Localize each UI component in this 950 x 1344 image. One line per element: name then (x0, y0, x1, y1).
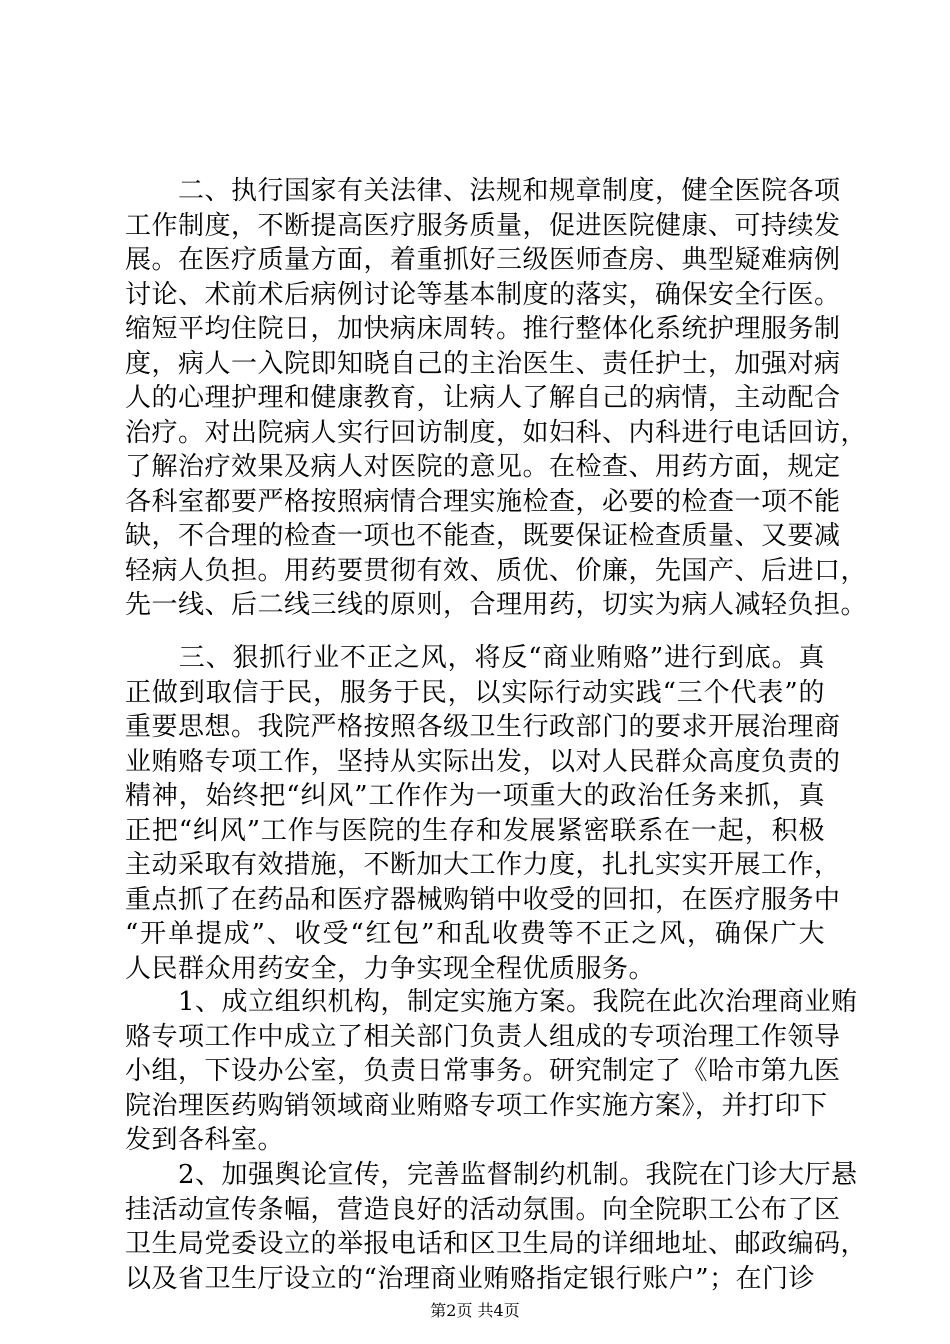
text-line: 重点抓了在药品和医疗器械购销中收受的回扣，在医疗服务中 (125, 884, 841, 915)
text-line: “开单提成”、收受“红包”和乱收费等不正之风，确保广大 (125, 919, 825, 949)
text-line: 各科室都要严格按照病情合理实施检查，必要的检查一项不能 (125, 486, 841, 517)
paragraph-item-two (125, 1158, 868, 1296)
text-line: 院治理医药购销领域商业贿赂专项工作实施方案》，并打印下 (125, 1090, 828, 1121)
text-line: 赂专项工作中成立了相关部门负责人组成的专项治理工作领导 (125, 1021, 841, 1052)
paragraph-item-one (125, 985, 858, 1158)
text-line: 挂活动宣传条幅，营造良好的活动氛围。向全院职工公布了区 (125, 1194, 841, 1225)
text-line: 重要思想。我院严格按照各级卫生行政部门的要求开展治理商 (125, 712, 841, 742)
text-line: 三、狠抓行业不正之风，将反“商业贿赂”进行到底。真 (125, 643, 825, 673)
text-line: 以及省卫生厅设立的“治理商业贿赂指定银行账户”；在门诊 (125, 1263, 816, 1294)
text-line: 工作制度，不断提高医疗服务质量，促进医院健康、可持续发 (125, 210, 841, 241)
text-line: 发到各科室。 (125, 1125, 285, 1155)
text-line: 讨论、术前术后病例讨论等基本制度的落实，确保安全行医。 (125, 279, 841, 310)
text-line: 度，病人一入院即知晓自己的主治医生、责任护士，加强对病 (125, 348, 841, 379)
page-footer: 第2页 共4页 (430, 1301, 520, 1320)
text-line: 业贿赂专项工作，坚持从实际出发，以对人民群众高度负责的 (125, 746, 841, 777)
text-line: 展。在医疗质量方面，着重抓好三级医师查房、典型疑难病例 (125, 245, 841, 275)
text-line: 小组，下设办公室，负责日常事务。研究制定了《哈市第九医 (125, 1056, 841, 1086)
text-line: 主动采取有效措施，不断加大工作力度，扎扎实实开展工作， (125, 850, 841, 880)
text-line: 轻病人负担。用药要贯彻有效、质优、价廉，先国产、后进口， (125, 555, 868, 586)
text-line: 二、执行国家有关法律、法规和规章制度，健全医院各项 (125, 176, 841, 206)
paragraph-section-three (125, 641, 841, 986)
paragraph-section-two (125, 174, 868, 623)
text-line: 了解治疗效果及病人对医院的意见。在检查、用药方面，规定 (125, 452, 841, 482)
text-line: 治疗。对出院病人实行回访制度，如妇科、内科进行电话回访， (125, 417, 868, 448)
text-line: 正把“纠风”工作与医院的生存和发展紧密联系在一起，积极 (125, 815, 825, 846)
text-line: 2、加强舆论宣传，完善监督制约机制。我院在门诊大厅悬 (125, 1160, 858, 1190)
text-line: 人民群众用药安全，力争实现全程优质服务。 (125, 953, 656, 984)
text-line: 卫生局党委设立的举报电话和区卫生局的详细地址、邮政编码， (125, 1229, 868, 1259)
text-line: 精神，始终把“纠风”工作作为一项重大的政治任务来抓，真 (125, 781, 825, 811)
text-line: 缩短平均住院日，加快病床周转。推行整体化系统护理服务制 (125, 314, 841, 344)
text-line: 先一线、后二线三线的原则，合理用药，切实为病人减轻负担。 (125, 590, 868, 620)
text-line: 人的心理护理和健康教育，让病人了解自己的病情，主动配合 (125, 383, 841, 413)
text-line: 正做到取信于民，服务于民，以实际行动实践“三个代表”的 (125, 677, 825, 708)
text-line: 缺，不合理的检查一项也不能查，既要保证检查质量、又要减 (125, 521, 841, 551)
text-line: 1、成立组织机构，制定实施方案。我院在此次治理商业贿 (125, 987, 858, 1017)
